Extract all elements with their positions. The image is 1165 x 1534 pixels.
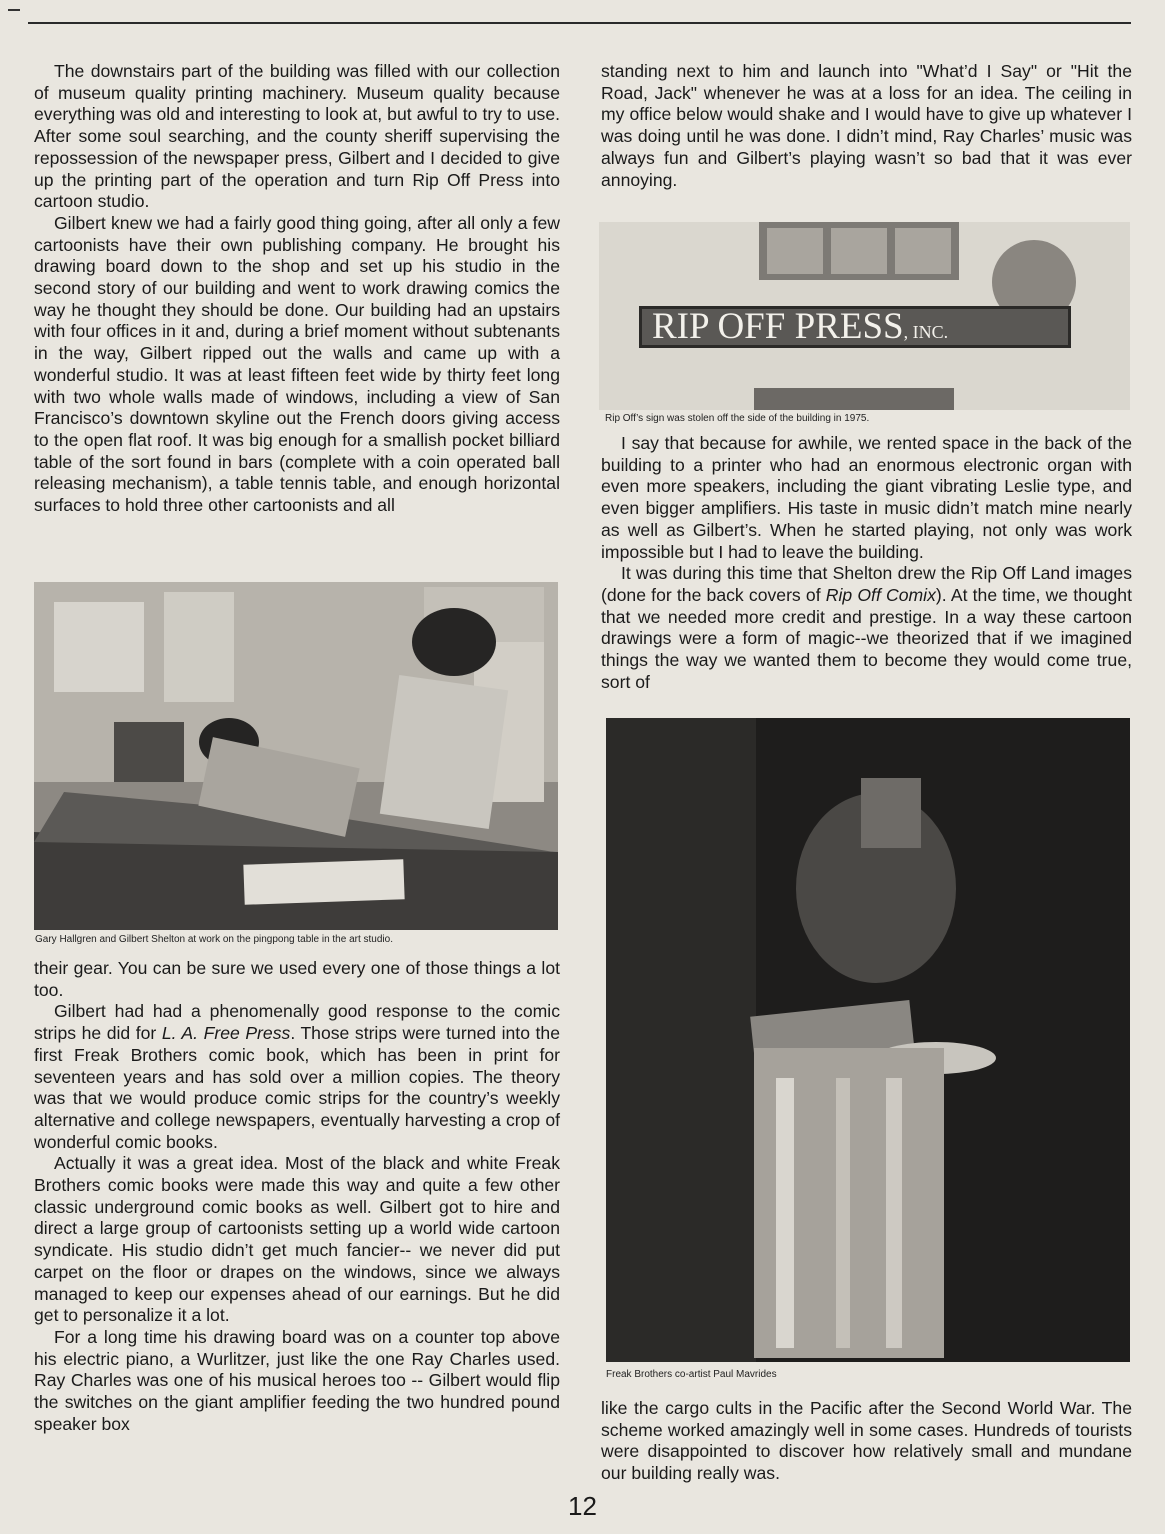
right-paragraph-3 [601, 563, 1132, 693]
right-column-middle [601, 433, 1132, 693]
studio-photo-illustration [34, 582, 558, 930]
left-paragraph-4-text-a: Gilbert had had a phenomenally good response to the comic strips he did for [34, 1001, 560, 1044]
left-paragraph-3: their gear. You can be sure we used every one of those things a lot too. [34, 958, 560, 1000]
left-column-top [34, 61, 560, 517]
sign-main-text: RIP OFF PRESS [652, 306, 904, 347]
sign-photo-caption: Rip Off’s sign was stolen off the side of the building in 1975. [605, 413, 870, 424]
right-paragraph-3-text-a: It was during this time that Shelton drew the Rip Off Land images (done for the back covers of [601, 563, 1132, 605]
studio-photo-caption: Gary Hallgren and Gilbert Shelton at work on the pingpong table in the art studio. [35, 934, 393, 945]
corner-mark [8, 9, 20, 11]
left-paragraph-4 [34, 1001, 560, 1153]
page-number: 12 [568, 1491, 597, 1521]
left-paragraph-1: The downstairs part of the building was filled with our collection of museum quality printing machinery. Museum quality because everything was old and interesting to look at, but awful to try to use. After some soul searching, and the county sheriff supervising the repossession of the newspaper press, Gilbert and I decided to give up the printing part of the operation and turn Rip Off Press into cartoon studio. [34, 61, 560, 212]
right-paragraph-4: like the cargo cults in the Pacific after the Second World War. The scheme worked amazingly well in some cases. Hundreds of tourists were disappointed to discover how relatively small and mundane our building really was. [601, 1398, 1132, 1484]
left-paragraph-2: Gilbert knew we had a fairly good thing going, after all only a few cartoonists have their own publishing company. He brought his drawing board down to the shop and set up his studio in the second story of our building and went to work drawing comics the way he thought they should be done. Our building had an upstairs with four offices in it and, during a brief moment without subtenants in the way, Gilbert ripped out the walls and came up with a wonderful studio. It was at least fifteen feet wide by thirty feet long with two whole walls made of windows, including a view of San Francisco’s downtown skyline out the French doors giving access to the open flat roof. It was big enough for a smallish pocket billiard table of the sort found in bars (complete with a coin operated ball releasing mechanism), a table tennis table, and enough horizontal surfaces to hold three other cartoonists and all [34, 212, 560, 516]
left-paragraph-4-text-b: . Those strips were turned into the first Freak Brothers comic book, which has been in print for seventeen years and has sold over a million copies. The theory was that we would produce comic strips for the country’s weekly alternative and college newspapers, eventually harvesting a crop of wonderful comic books. [34, 1023, 560, 1152]
right-paragraph-2: I say that because for awhile, we rented space in the back of the building to a printer who had an enormous electronic organ with even more speakers, including the giant vibrating Leslie type, and even bigger amplifiers. His taste in music didn’t match mine nearly as well as Gilbert’s. When he started playing, not only was work impossible but I had to leave the building. [601, 433, 1132, 562]
sign-photo [599, 222, 1130, 410]
comic-title: Rip Off Comix [825, 584, 936, 605]
left-column-bottom [34, 958, 560, 1435]
right-column-bottom [601, 1398, 1132, 1485]
sign-suffix-text: , INC. [903, 322, 949, 342]
right-paragraph-1: standing next to him and launch into "What’d I Say" or "Hit the Road, Jack" whenever he was at a loss for an idea. The ceiling in my office below would shake and I would have to give up whatever I was doing until he was done. I didn’t mind, Ray Charles’ music was always fun and Gilbert’s playing wasn’t so bad that it was ever annoying. [601, 61, 1132, 190]
mavrides-photo [606, 718, 1130, 1362]
newspaper-title: L. A. Free Press [161, 1023, 291, 1044]
rip-off-press-sign [639, 306, 1071, 348]
left-paragraph-5: Actually it was a great idea. Most of the black and white Freak Brothers comic books were made this way and quite a few other classic underground comic books as well. Gilbert got to hire and direct a large group of cartoonists setting up a world wide cartoon syndicate. His studio didn’t get much fancier-- we never did put carpet on the floor or drapes on the windows, since we always managed to keep our expenses ahead of our earnings. But he did get to personalize it a lot. [34, 1153, 560, 1326]
left-paragraph-6: For a long time his drawing board was on a counter top above his electric piano, a Wurlitzer, just like the one Ray Charles used. Ray Charles was one of his musical heroes too -- Gilbert would flip the switches on the giant amplifier feeding the two hundred pound speaker box [34, 1326, 560, 1434]
right-paragraph-3-text-b: ). At the time, we thought that we needed more credit and prestige. In a way these cartoon drawings were a form of magic--we theorized that if we imagined things the way we wanted them to become they would come true, sort of [601, 584, 1132, 692]
right-column-top [601, 61, 1132, 191]
mavrides-photo-illustration [606, 718, 1130, 1362]
header-rule [28, 22, 1131, 24]
studio-photo [34, 582, 558, 930]
mavrides-photo-caption: Freak Brothers co-artist Paul Mavrides [606, 1369, 777, 1380]
